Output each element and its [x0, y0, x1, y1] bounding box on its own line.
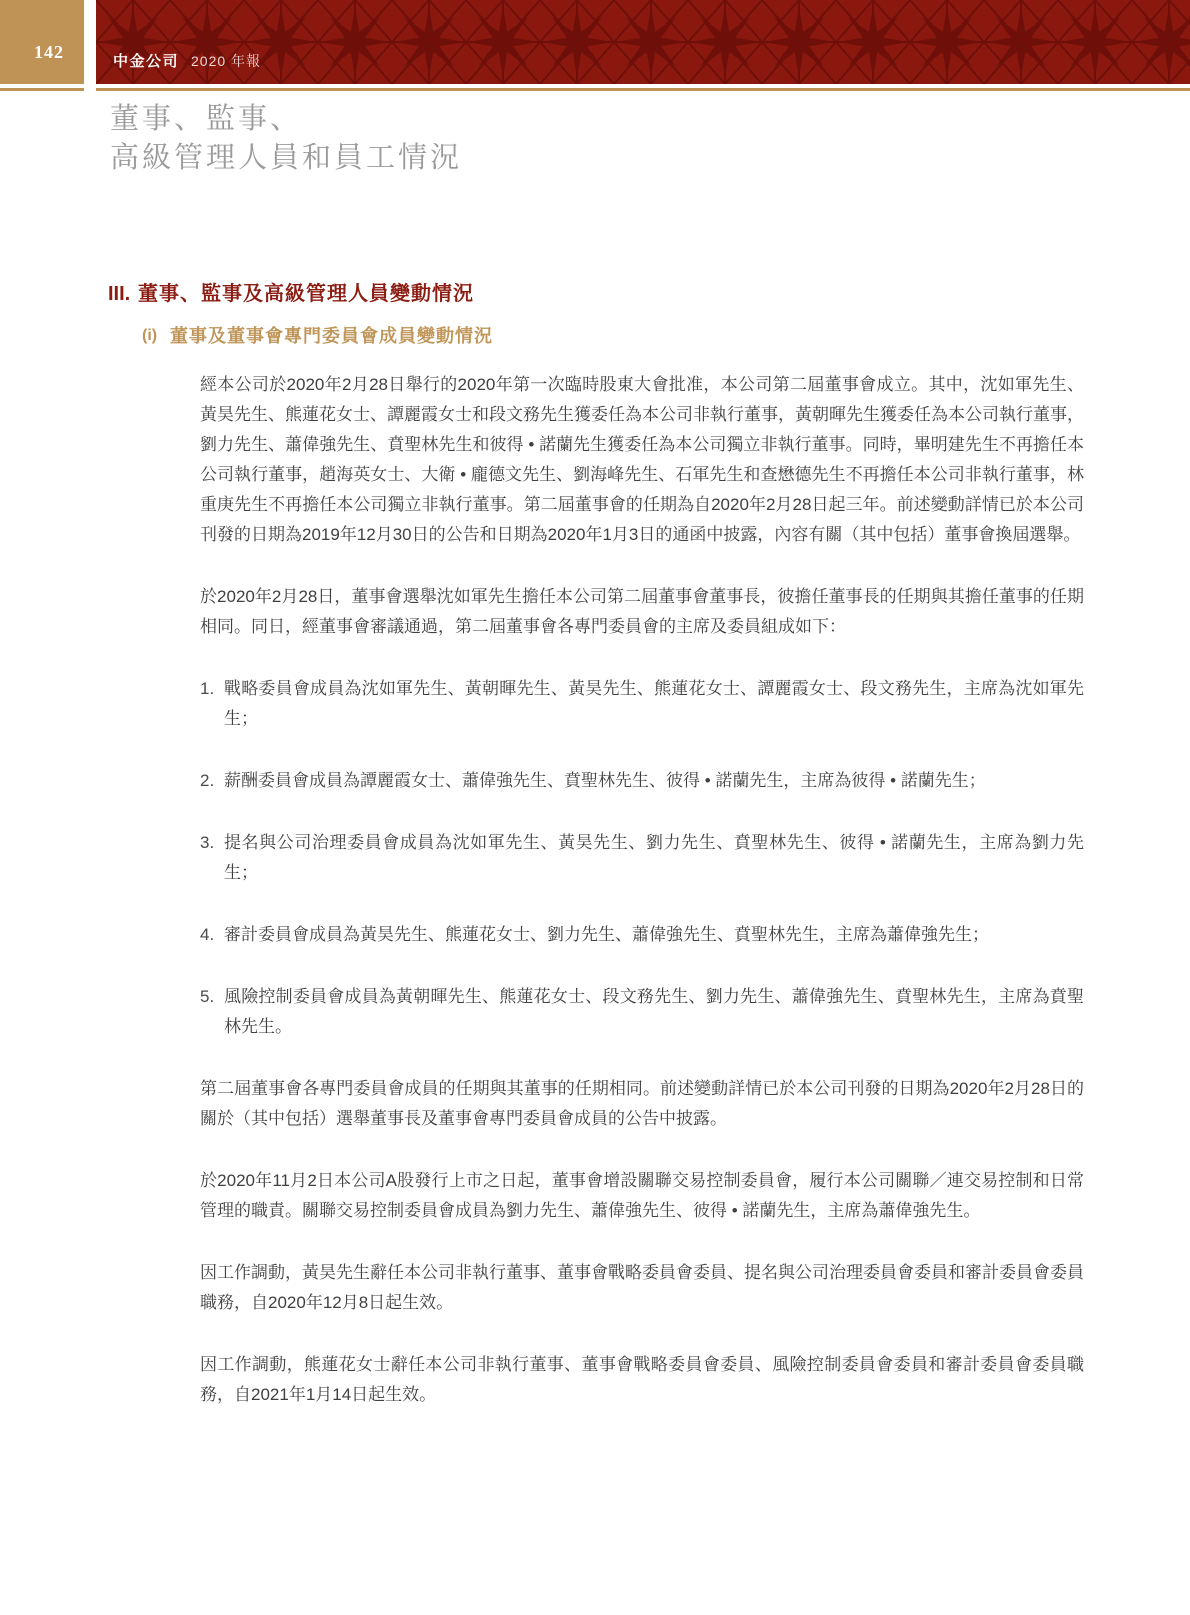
page-title	[110, 100, 462, 178]
list-item	[200, 766, 1084, 796]
page-number-block	[0, 0, 84, 84]
banner-label	[113, 52, 261, 71]
company-name: 中金公司	[113, 53, 180, 70]
header-banner	[96, 0, 1190, 84]
body-text	[200, 370, 1084, 1410]
list-item	[200, 920, 1084, 950]
paragraph-xiong-lianhua-resignation: 因工作調動，熊蓮花女士辭任本公司非執行董事、董事會戰略委員會委員、風險控制委員會委員和審計委員會委員職務，自2021年1月14日起生效。	[200, 1355, 1084, 1404]
report-year-label: 2020 年報	[191, 53, 262, 69]
list-item-text: 風險控制委員會成員為黃朝暉先生、熊蓮花女士、段文務先生、劉力先生、蕭偉強先生、賁聖林先生，主席為賁聖林先生。	[224, 987, 1084, 1036]
paragraph-huang-hao-resignation: 因工作調動，黃昊先生辭任本公司非執行董事、董事會戰略委員會委員、提名與公司治理委員會委員和審計委員會委員職務，自2020年12月8日起生效。	[200, 1263, 1084, 1312]
banner-asanoha-pattern	[96, 0, 1190, 84]
list-item-text: 提名與公司治理委員會成員為沈如軍先生、黃昊先生、劉力先生、賁聖林先生、彼得 • 諾蘭先生，主席為劉力先生；	[224, 833, 1084, 882]
gold-rule-left	[0, 88, 84, 91]
list-item-text: 審計委員會成員為黃昊先生、熊蓮花女士、劉力先生、蕭偉強先生、賁聖林先生，主席為蕭偉強先生；	[224, 925, 989, 944]
list-item-number: 3.	[200, 833, 215, 852]
subsection-heading	[142, 325, 1086, 347]
gold-rule-right	[96, 88, 1190, 91]
list-item-number: 2.	[200, 771, 215, 790]
list-item	[200, 674, 1084, 734]
list-item	[200, 982, 1084, 1042]
paragraph-connected-transactions-committee: 於2020年11月2日本公司A股發行上市之日起，董事會增設關聯交易控制委員會，履行本公司關聯／連交易控制和日常管理的職責。關聯交易控制委員會成員為劉力先生、蕭偉強先生、彼得 • 諾蘭先生，主席為蕭偉強先生。	[200, 1171, 1084, 1220]
list-item-text: 薪酬委員會成員為譚麗霞女士、蕭偉強先生、賁聖林先生、彼得 • 諾蘭先生，主席為彼得 • 諾蘭先生；	[224, 771, 986, 790]
list-item	[200, 828, 1084, 888]
section-numeral: III.	[108, 283, 131, 305]
list-item-number: 5.	[200, 987, 215, 1006]
list-item-text: 戰略委員會成員為沈如軍先生、黃朝暉先生、黃昊先生、熊蓮花女士、譚麗霞女士、段文務先生，主席為沈如軍先生；	[224, 679, 1084, 728]
list-item-number: 4.	[200, 925, 215, 944]
subsection-title: 董事及董事會專門委員會成員變動情況	[170, 326, 493, 346]
section-title: 董事、監事及高級管理人員變動情況	[138, 283, 474, 305]
main-content	[108, 282, 1086, 1442]
page-title-line2: 高級管理人員和員工情況	[110, 142, 463, 174]
paragraph-board-formation: 經本公司於2020年2月28日舉行的2020年第一次臨時股東大會批准，本公司第二屆董事會成立。其中，沈如軍先生、黃昊先生、熊蓮花女士、譚麗霞女士和段文務先生獲委任為本公司非執行董事，黃朝暉先生獲委任為本公司執行董事，劉力先生、蕭偉強先生、賁聖林先生和彼得 • 諾蘭先生獲委任為本公司獨立非執行董事。同時，畢明建先生不再擔任本公司執行董事，趙海英女士、大衛 • 龐德文先生、劉海峰先生、石軍先生和查懋德先生不再擔任本公司非執行董事，林重庚先生不再擔任本公司獨立非執行董事。第二屆董事會的任期為自2020年2月28日起三年。前述變動詳情已於本公司刊發的日期為2019年12月30日的公告和日期為2020年1月3日的通函中披露，內容有關（其中包括）董事會換屆選舉。	[200, 375, 1084, 544]
page-title-line1: 董事、監事、	[110, 103, 303, 135]
section-heading	[108, 282, 1086, 306]
page-number: 142	[34, 42, 64, 62]
paragraph-committee-terms: 第二屆董事會各專門委員會成員的任期與其董事的任期相同。前述變動詳情已於本公司刊發的日期為2020年2月28日的關於（其中包括）選舉董事長及董事會專門委員會成員的公告中披露。	[200, 1079, 1084, 1128]
list-item-number: 1.	[200, 679, 215, 698]
paragraph-chairman-election: 於2020年2月28日，董事會選舉沈如軍先生擔任本公司第二屆董事會董事長，彼擔任董事長的任期與其擔任董事的任期相同。同日，經董事會審議通過，第二屆董事會各專門委員會的主席及委員組成如下：	[200, 587, 1084, 636]
subsection-label: (i)	[142, 327, 158, 344]
